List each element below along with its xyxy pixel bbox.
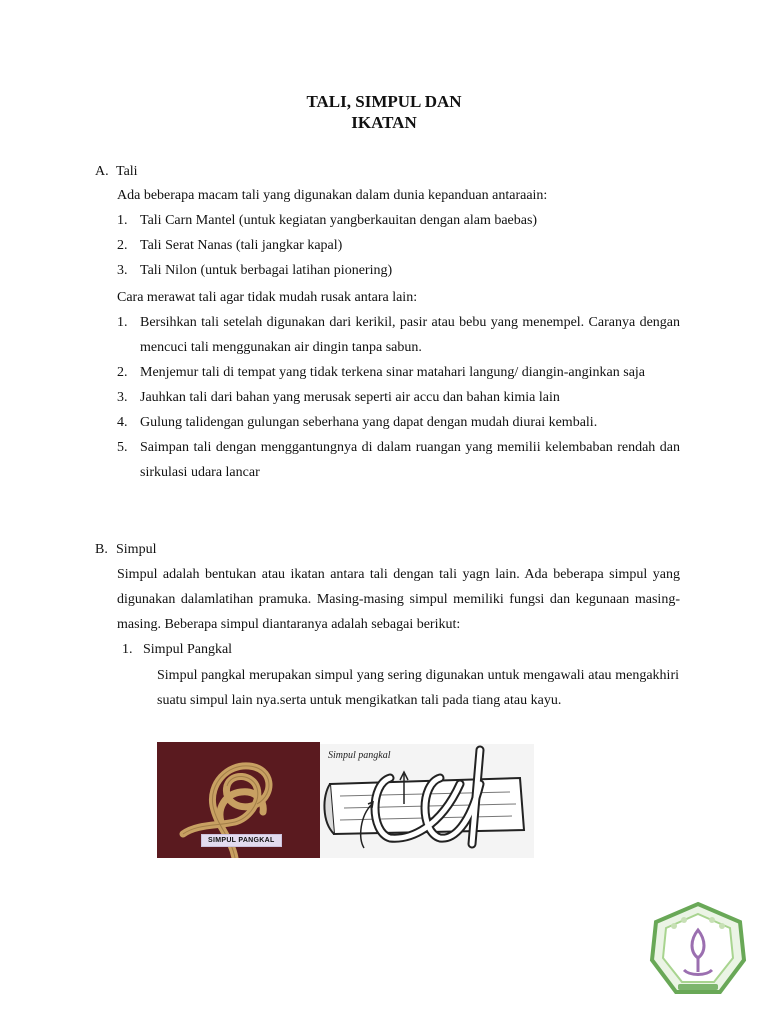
- list-item: 2. Menjemur tali di tempat yang tidak terkena sinar matahari langung/ diangin-anginkan saja: [117, 365, 646, 380]
- section-a-letter: A.: [95, 164, 109, 179]
- title-line-2: IKATAN: [351, 113, 417, 132]
- list-item: 1. Tali Carn Mantel (untuk kegiatan yangberkauitan dengan alam baebas): [117, 213, 538, 228]
- knot-diagram-icon: [320, 744, 534, 858]
- photo-label: SIMPUL PANGKAL: [201, 834, 282, 847]
- simpul-pangkal-photo: [157, 742, 320, 858]
- simpul-pangkal-diagram: [320, 744, 534, 858]
- section-a-title: Tali: [116, 164, 138, 179]
- section-a-heading: [95, 162, 138, 182]
- scout-shield-icon: [644, 900, 752, 1000]
- list-item: 3. Jauhkan tali dari bahan yang merusak seperti air accu dan bahan kimia lain: [117, 390, 560, 405]
- list-item: 5. Saimpan tali dengan menggantungnya di dalam ruangan yang memilii kelembaban rendah dan sirkulasi udara lancar: [117, 440, 680, 480]
- section-b-title: Simpul: [116, 542, 157, 557]
- section-b-heading: [95, 540, 156, 560]
- document-title: [0, 91, 768, 133]
- section-b-intro: Simpul adalah bentukan atau ikatan antara tali dengan tali yagn lain. Ada beberapa simpul yang digunakan dalamlatihan pramuka. Masing-masing simpul memiliki fungsi dan kegunaan masing-masing. Beberapa simpul diantaranya adalah sebagai berikut:: [117, 567, 680, 632]
- simpul-pangkal-text: Simpul pangkal merupakan simpul yang sering digunakan untuk mengawali atau mengakhiri suatu simpul lain nya.serta untuk mengikatkan tali pada tiang atau kayu.: [157, 668, 679, 708]
- rope-types-list: [117, 208, 680, 283]
- title-line-1: TALI, SIMPUL DAN: [306, 92, 462, 111]
- simpul-pangkal-heading: 1. Simpul Pangkal: [122, 642, 233, 657]
- section-a-intro: Ada beberapa macam tali yang digunakan dalam dunia kepanduan antaraain:: [117, 188, 548, 203]
- rope-care-list: [117, 310, 680, 485]
- list-item: 1. Bersihkan tali setelah digunakan dari kerikil, pasir atau bebu yang menempel. Caranya dengan mencuci tali menggunakan air dingin tanpa sabun.: [117, 315, 680, 355]
- scout-emblem-logo: [644, 900, 752, 1000]
- section-b-letter: B.: [95, 542, 108, 557]
- list-item: 4. Gulung talidengan gulungan seberhana yang dapat dengan mudah diurai kembali.: [117, 415, 598, 430]
- list-item: 3. Tali Nilon (untuk berbagai latihan pionering): [117, 263, 393, 278]
- list-item: 2. Tali Serat Nanas (tali jangkar kapal): [117, 238, 343, 253]
- diagram-label: Simpul pangkal: [328, 750, 391, 761]
- care-intro: Cara merawat tali agar tidak mudah rusak antara lain:: [117, 290, 418, 305]
